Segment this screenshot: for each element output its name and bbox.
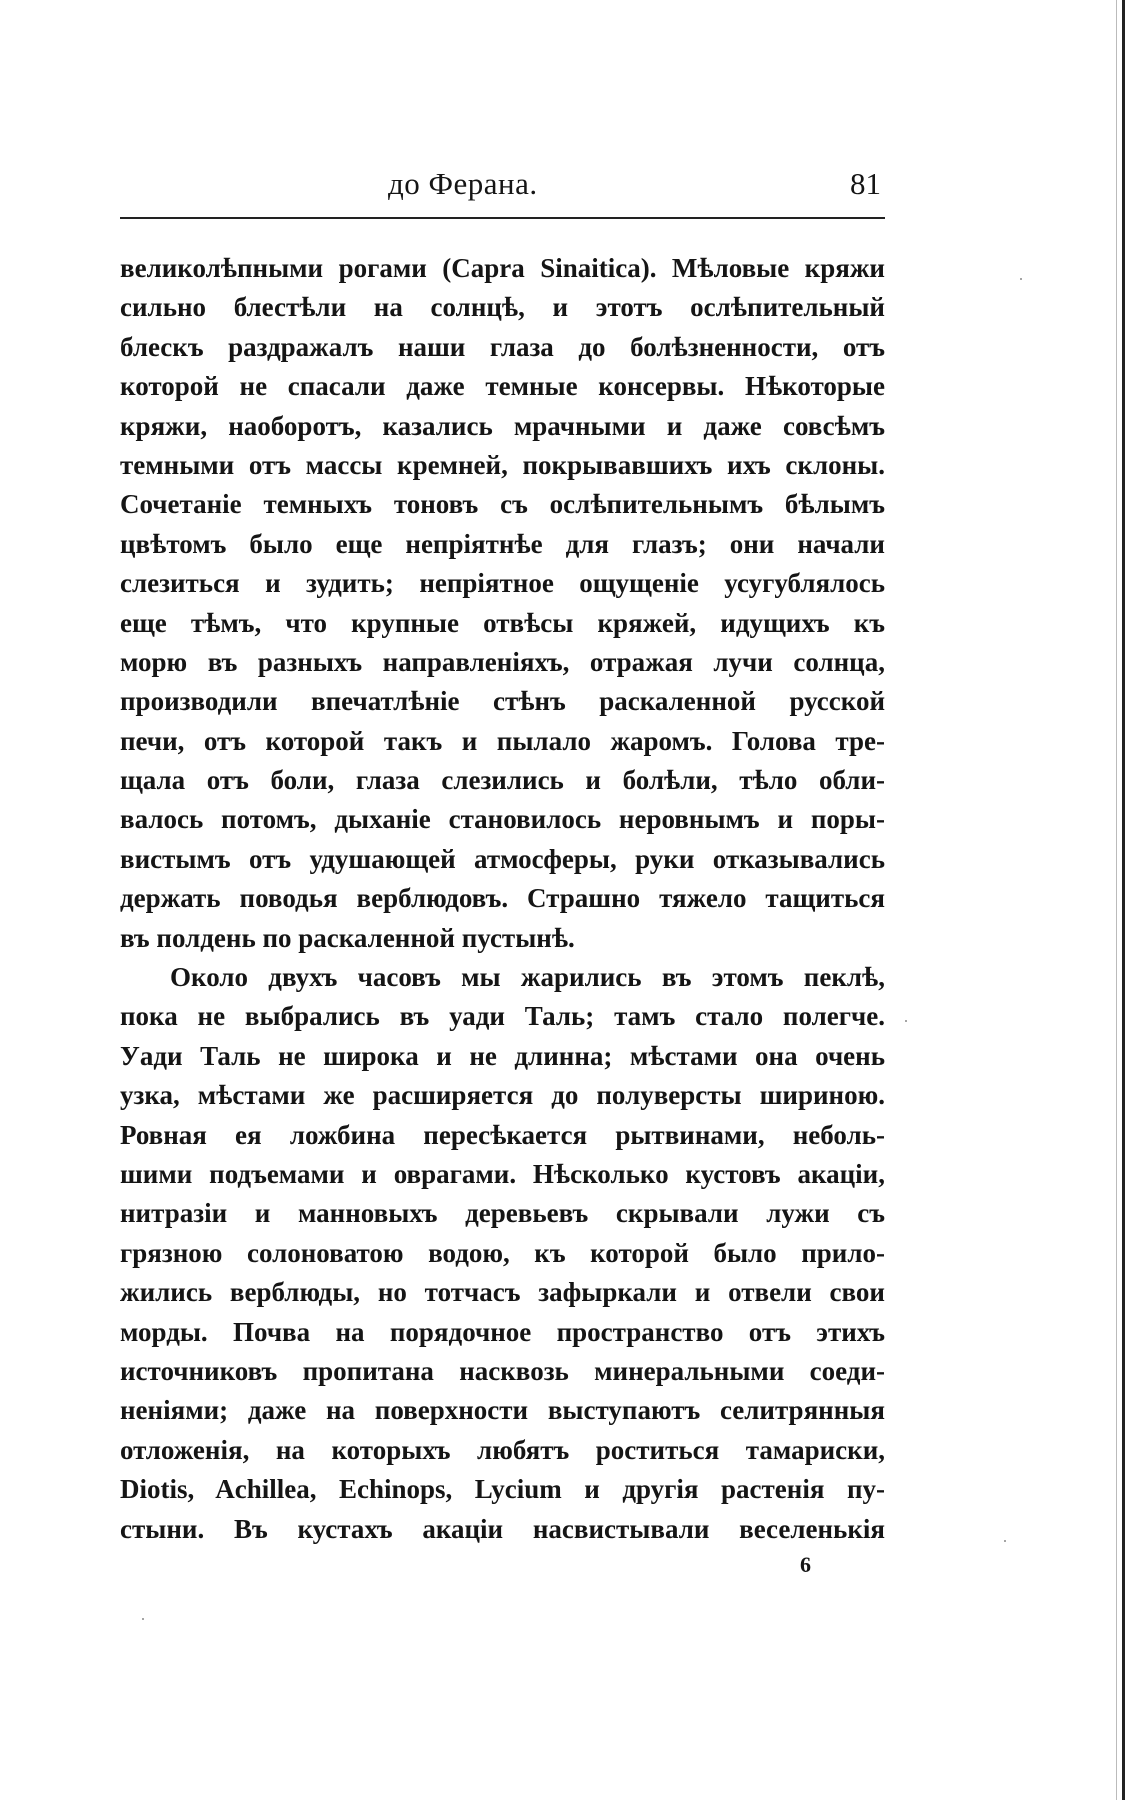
text-line: шими подъемами и оврагами. Нѣсколько кустовъ акаціи, bbox=[120, 1158, 885, 1189]
text-line: неніями; даже на поверхности выступаютъ селитрянныя bbox=[120, 1395, 885, 1426]
text-line: валось потомъ, дыханіе становилось неровнымъ и поры- bbox=[120, 804, 885, 835]
signature-mark: 6 bbox=[800, 1552, 811, 1577]
scan-speck bbox=[142, 1618, 144, 1620]
scan-edge bbox=[1122, 0, 1125, 1800]
scan-edge-shadow bbox=[1116, 0, 1117, 1800]
body-text bbox=[120, 249, 885, 1549]
text-line: держать поводья верблюдовъ. Страшно тяжело тащиться bbox=[120, 883, 885, 914]
text-line: пока не выбрались въ уади Таль; тамъ стало полегче. bbox=[120, 1001, 885, 1032]
text-line: стыни. Въ кустахъ акаціи насвистывали веселенькія bbox=[120, 1513, 885, 1544]
text-line: Ровная ея ложбина пересѣкается рытвинами, неболь- bbox=[120, 1119, 885, 1150]
scan-speck bbox=[1020, 278, 1022, 280]
text-line: еще тѣмъ, что крупные отвѣсы кряжей, идущихъ къ bbox=[120, 607, 885, 638]
text-line: отложенія, на которыхъ любятъ роститься тамариски, bbox=[120, 1434, 885, 1465]
paragraph-first-line: Около двухъ часовъ мы жарились въ этомъ пеклѣ, bbox=[170, 962, 885, 993]
text-line: блескъ раздражалъ наши глаза до болѣзненности, отъ bbox=[120, 331, 885, 362]
text-line: великолѣпными рогами (Capra Sinaitica). Мѣловые кряжи bbox=[120, 253, 885, 283]
paragraph-last-line: въ полдень по раскаленной пустынѣ. bbox=[120, 922, 575, 953]
text-line: жились верблюды, но тотчасъ зафыркали и отвели свои bbox=[120, 1277, 885, 1308]
page-header bbox=[120, 166, 885, 218]
text-line: источниковъ пропитана насквозь минеральными соеди- bbox=[120, 1355, 885, 1386]
text-line: Сочетаніе темныхъ тоновъ съ ослѣпительнымъ бѣлымъ bbox=[120, 489, 885, 520]
text-line: узка, мѣстами же расширяется до полуверсты шириною. bbox=[120, 1080, 885, 1111]
text-line: темными отъ массы кремней, покрывавшихъ ихъ склоны. bbox=[120, 449, 885, 480]
text-line: печи, отъ которой такъ и пылало жаромъ. Голова тре- bbox=[120, 725, 885, 756]
text-line: грязною солоноватою водою, къ которой было прило- bbox=[120, 1237, 885, 1268]
text-line: Diotis, Achillea, Echinops, Lycium и другія растенія пу- bbox=[120, 1474, 885, 1505]
text-line: цвѣтомъ было еще непріятнѣе для глазъ; они начали bbox=[120, 528, 885, 559]
text-line: слезиться и зудить; непріятное ощущеніе усугублялось bbox=[120, 568, 885, 599]
scan-speck bbox=[1004, 1540, 1006, 1542]
text-line: морю въ разныхъ направленіяхъ, отражая лучи солнца, bbox=[120, 646, 885, 677]
page-number: 81 bbox=[850, 166, 881, 201]
text-line: Уади Таль не широка и не длинна; мѣстами она очень bbox=[120, 1040, 885, 1071]
header-rule bbox=[120, 217, 885, 219]
text-line: нитразіи и манновыхъ деревьевъ скрывали лужи съ bbox=[120, 1198, 885, 1229]
scan-speck bbox=[905, 1020, 907, 1022]
text-line: кряжи, наоборотъ, казались мрачными и даже совсѣмъ bbox=[120, 410, 885, 441]
text-line: производили впечатлѣніе стѣнъ раскаленной русской bbox=[120, 686, 885, 717]
running-title: до Ферана. bbox=[388, 166, 538, 201]
text-line: морды. Почва на порядочное пространство отъ этихъ bbox=[120, 1316, 885, 1347]
text-line: сильно блестѣли на солнцѣ, и этотъ ослѣпительный bbox=[120, 292, 885, 323]
text-line: щала отъ боли, глаза слезились и болѣли, тѣло обли- bbox=[120, 765, 885, 796]
text-line: вистымъ отъ удушающей атмосферы, руки отказывались bbox=[120, 843, 885, 874]
text-line: которой не спасали даже темные консервы. Нѣкоторые bbox=[120, 371, 885, 402]
